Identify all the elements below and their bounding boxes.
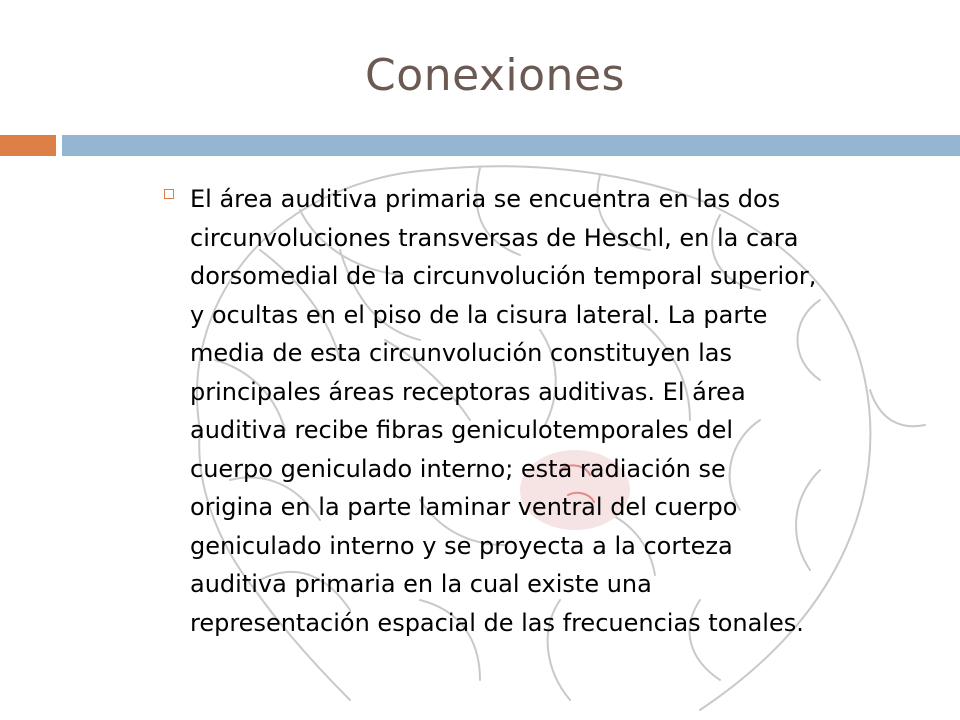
paragraph-line: geniculado interno y se proyecta a la corteza: [190, 531, 733, 560]
paragraph-line: principales áreas receptoras auditivas. El área: [190, 377, 746, 406]
paragraph-line: El área auditiva primaria se encuentra en las dos: [190, 185, 781, 213]
bullet-paragraph: [190, 180, 950, 642]
paragraph-line: auditiva primaria en la cual existe una: [190, 570, 652, 598]
paragraph-line: auditiva recibe fibras geniculotemporales del: [190, 416, 734, 444]
title-divider-accent: [0, 135, 56, 156]
paragraph-line: cuerpo geniculado interno; esta radiación se: [190, 454, 726, 483]
hollow-square-bullet-icon: [164, 189, 174, 199]
slide-title: Conexiones: [365, 50, 625, 101]
paragraph-line: dorsomedial de la circunvolución temporal superior,: [190, 262, 817, 290]
paragraph-line: circunvoluciones transversas de Heschl, en la cara: [190, 223, 799, 252]
title-divider-bar: [62, 135, 960, 156]
paragraph-line: y ocultas en el piso de la cisura lateral. La parte: [190, 300, 768, 329]
paragraph-line: origina en la parte laminar ventral del cuerpo: [190, 493, 738, 521]
paragraph-line: representación espacial de las frecuencias tonales.: [190, 608, 804, 637]
paragraph-line: media de esta circunvolución constituyen las: [190, 339, 732, 367]
